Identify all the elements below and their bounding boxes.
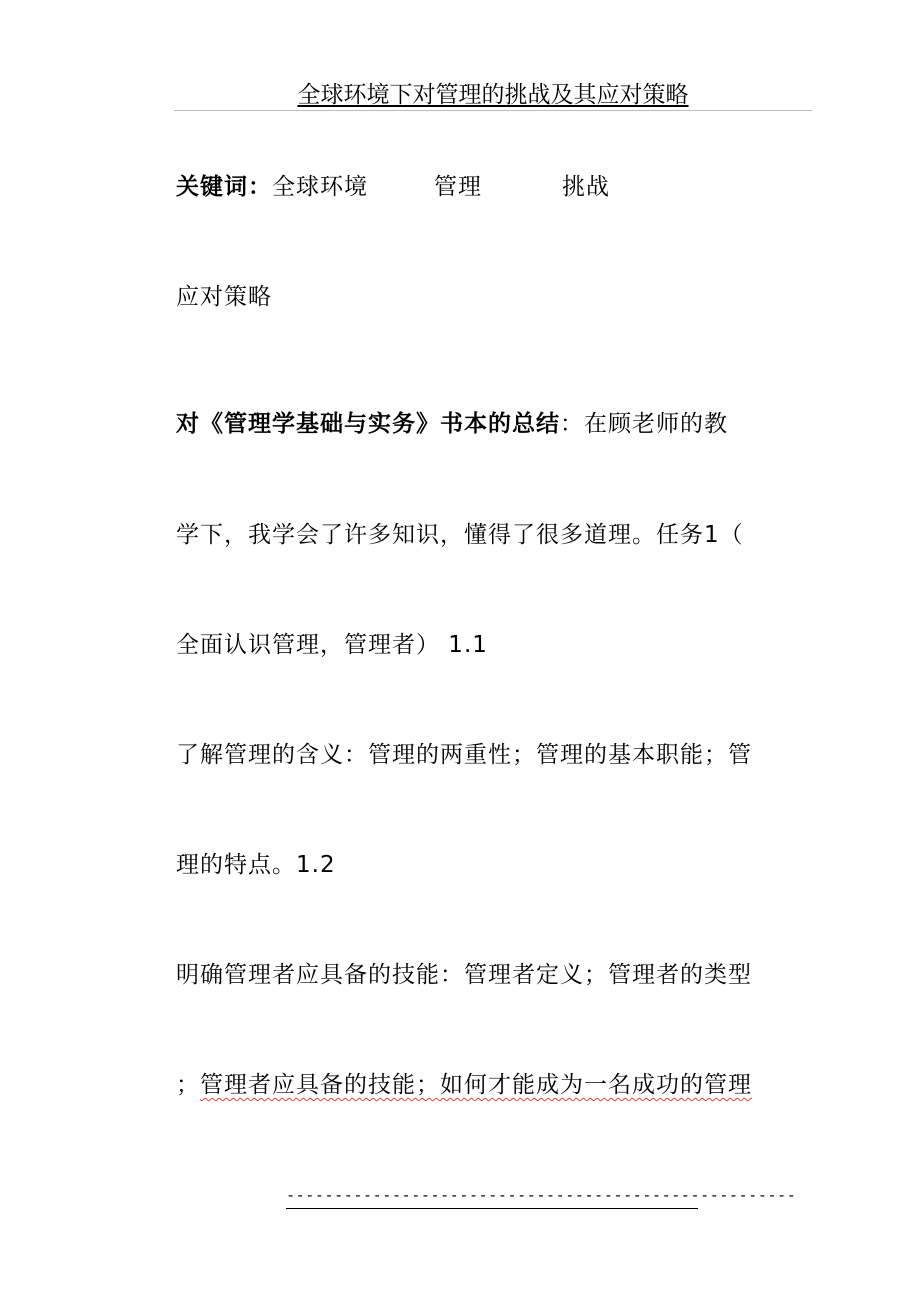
summary-paragraph-line [176,405,728,438]
summary-paragraph-line: 明确管理者应具备的技能：管理者定义；管理者的类型 [176,962,752,988]
summary-paragraph-line: 理的特点。1.2 [176,852,336,878]
summary-heading: 对《管理学基础与实务》书本的总结 [176,411,560,437]
keyword-item: 应对策略 [176,284,272,310]
keyword-item: 挑战 [562,174,610,200]
keywords-line [176,168,610,201]
spellcheck-underlined-text: 管理者应具备的技能；如何才能成为一名成功的管理 [200,1072,752,1098]
summary-paragraph-line: 学下，我学会了许多知识，懂得了很多道理。任务1（ [176,522,744,548]
footer-rule [286,1186,797,1209]
keywords-label: 关键词： [176,174,272,200]
page-header [174,74,812,111]
summary-text: ； [176,1072,200,1098]
keyword-item: 全球环境 [272,174,368,200]
keywords-line-continued [176,278,272,311]
summary-paragraph-line: 了解管理的含义：管理的两重性；管理的基本职能；管 [176,742,752,768]
summary-paragraph-line [176,1066,752,1099]
summary-paragraph-line: 全面认识管理，管理者） 1.1 [176,632,488,658]
document-title: 全球环境下对管理的挑战及其应对策略 [297,82,689,108]
summary-text: ：在顾老师的教 [560,411,728,437]
footer-dashes: ----------------------------------------------------- [286,1186,797,1204]
keyword-item: 管理 [434,174,482,200]
